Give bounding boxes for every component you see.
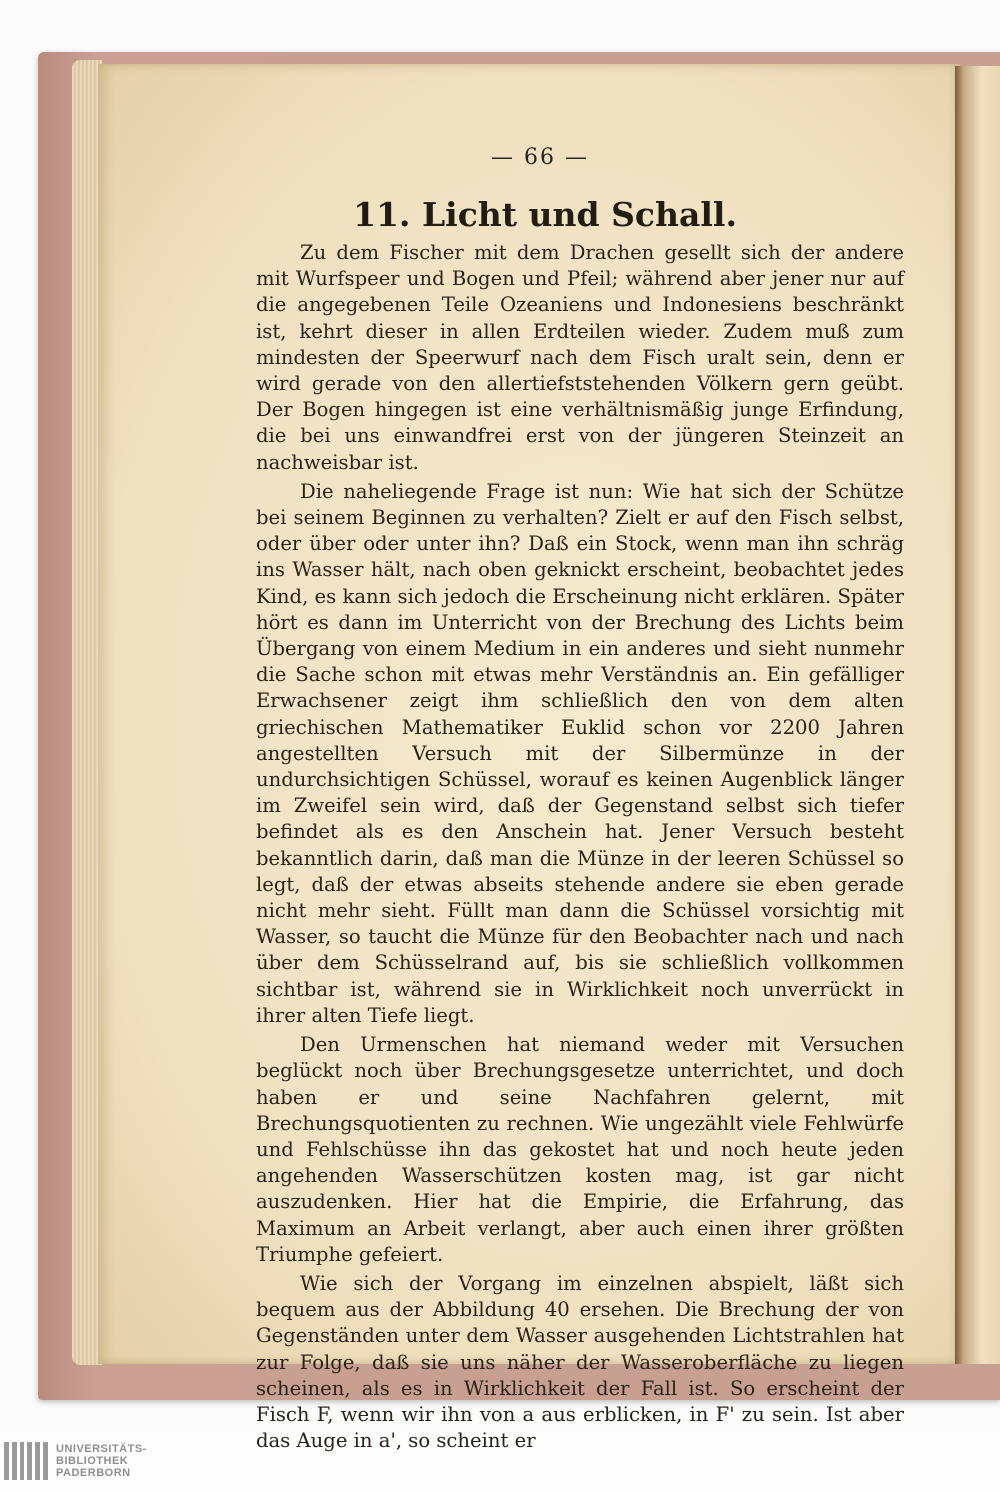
facing-page-edge <box>955 66 1000 1364</box>
library-name-line: UNIVERSITÄTS- <box>56 1443 147 1455</box>
page-number: — 66 — <box>491 145 589 170</box>
library-name-line: BIBLIOTHEK <box>56 1455 129 1467</box>
paragraph: Zu dem Fischer mit dem Drachen gesellt sich der andere mit Wurfspeer und Bogen und Pfeil; während aber jener nur auf die angegebenen Teile Ozeaniens und Indonesiens beschränkt ist, kehrt dieser in allen Erdteilen wieder. Zudem muß zum mindesten der Speerwurf nach dem Fisch uralt sein, denn er wird gerade von den allertiefststehenden Völkern gern geübt. Der Bogen hingegen ist eine verhältnismäßig junge Erfindung, die bei uns einwandfrei erst von der jüngeren Steinzeit an nachweisbar ist. <box>256 241 904 474</box>
library-name <box>56 1443 147 1479</box>
paragraph: Wie sich der Vorgang im einzelnen abspielt, läßt sich bequem aus der Abbildung 40 ersehen. Die Brechung der von Gegenständen unter dem Wasser ausgehenden Lichtstrahlen hat zur Folge, daß sie uns näher der Wasseroberfläche zu liegen scheinen, als es in Wirklichkeit der Fall ist. So erscheint der Fisch F, wenn wir ihn von a aus erblicken, in F' zu sein. Ist aber das Auge in a', so scheint er <box>256 1271 904 1453</box>
chapter-title: 11. Licht und Schall. <box>353 195 737 234</box>
body-text <box>256 240 904 1457</box>
paragraph: Die naheliegende Frage ist nun: Wie hat sich der Schütze bei seinem Beginnen zu verhalten? Zielt er auf den Fisch selbst, oder über oder unter ihn? Daß ein Stock, wenn man ihn schräg ins Wasser hält, nach oben geknickt erscheint, beobachtet jedes Kind, es kann sich jedoch die Erscheinung nicht erklären. Später hört es dann im Unterricht von der Brechung des Lichts beim Übergang von einem Medium in ein anderes und sieht nunmehr die Sache schon mit etwas mehr Verständnis an. Ein gefälliger Erwachsener zeigt ihm schließlich den von dem alten griechischen Mathematiker Euklid schon vor 2200 Jahren angestellten Versuch mit der Silbermünze in der undurchsichtigen Schüssel, worauf es keinen Augenblick länger im Zweifel sein wird, daß der Gegenstand selbst sich tiefer befindet als es den Anschein hat. Jener Versuch besteht bekanntlich darin, daß man die Münze in der leeren Schüssel so legt, daß der etwas abseits stehende andere sie eben gerade nicht mehr sieht. Füllt man dann die Schüssel vorsichtig mit Wasser, so taucht die Münze für den Beobachter nach und nach über dem Schüsselrand auf, bis sie schließlich vollkommen sichtbar ist, während sie in Wirklichkeit noch unverrückt in ihrer alten Tiefe liegt. <box>256 479 904 1027</box>
library-name-line: PADERBORN <box>56 1467 131 1479</box>
paragraph: Den Urmenschen hat niemand weder mit Versuchen beglückt noch über Brechungsgesetze unterrichtet, und doch haben er und seine Nachfahren gelernt, mit Brechungsquotienten zu rechnen. Wie ungezählt viele Fehlwürfe und Fehlschüsse ihn das gekostet hat und noch heute jeden angehenden Wasserschützen kosten mag, ist gar nicht auszudenken. Hier hat die Empirie, die Erfahrung, das Maximum an Arbeit verlangt, aber auch einen ihrer größten Triumphe gefeiert. <box>256 1033 904 1266</box>
library-footer <box>0 1440 300 1482</box>
library-logo-icon <box>4 1442 48 1480</box>
